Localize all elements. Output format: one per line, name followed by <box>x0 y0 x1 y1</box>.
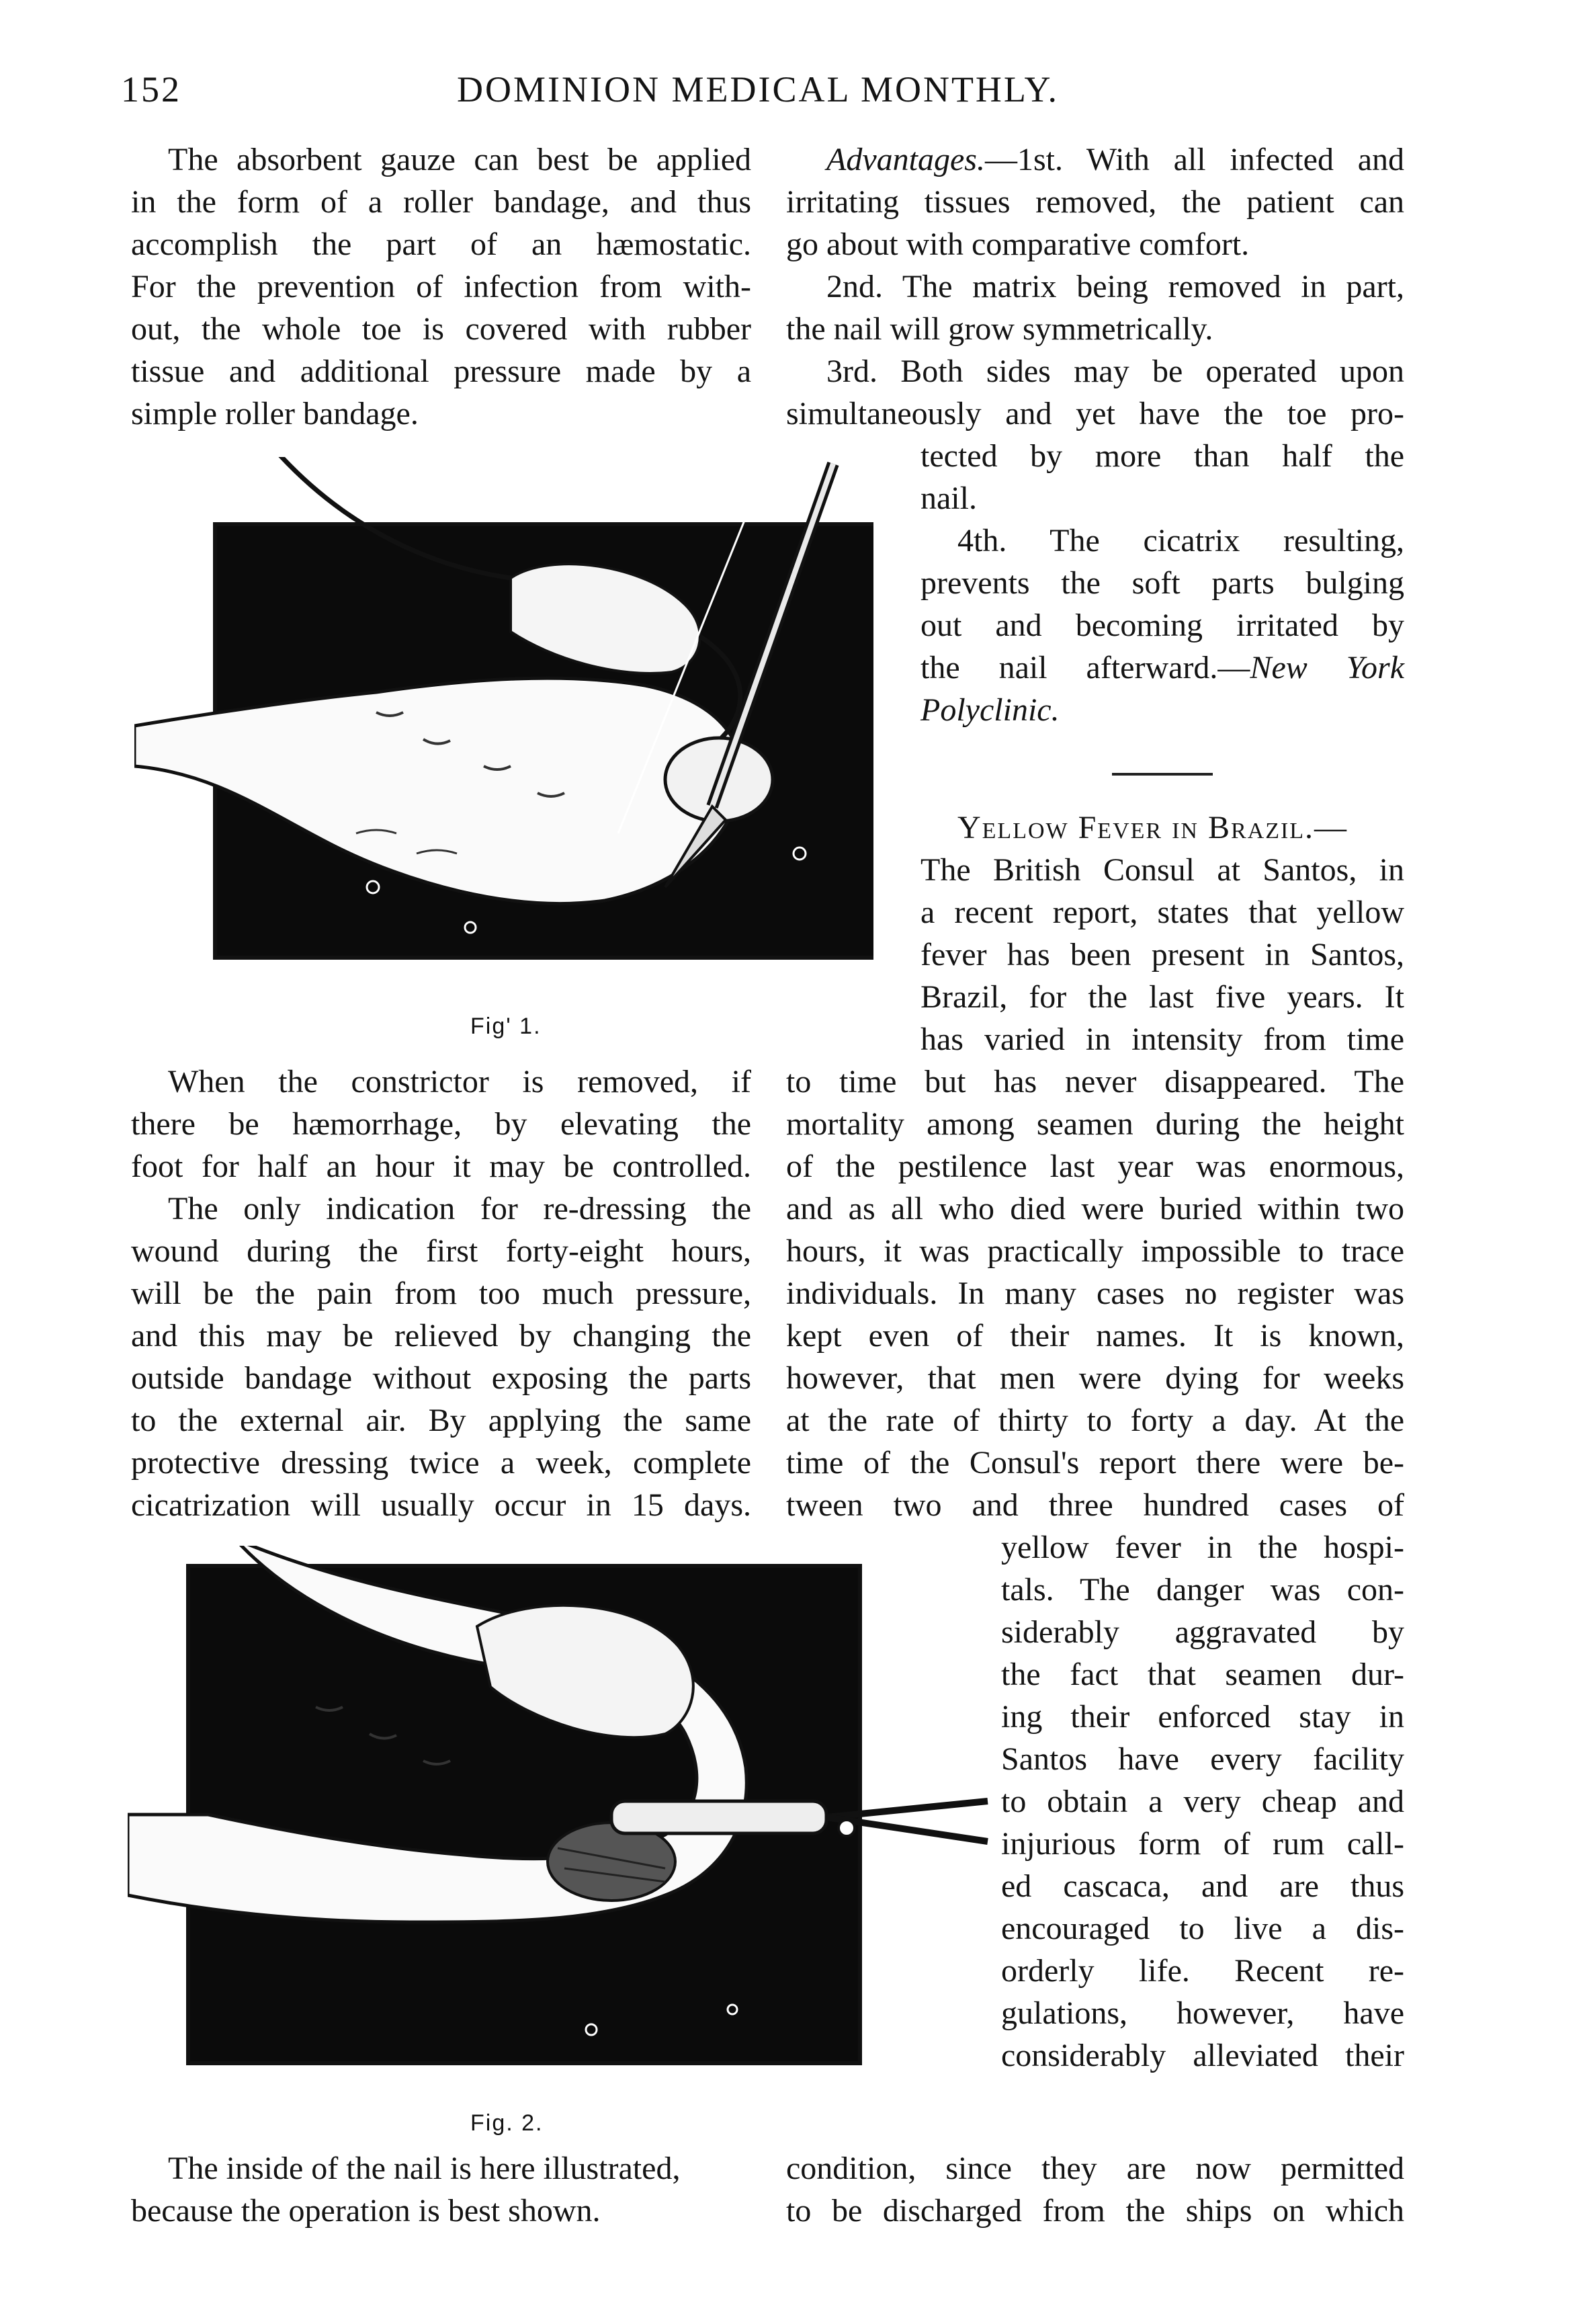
text-line: individuals. In many cases no register was <box>786 1276 1404 1311</box>
text-line: to be discharged from the ships on which <box>786 2193 1404 2229</box>
text-line: however, that men were dying for weeks <box>786 1360 1404 1396</box>
text-line: and as all who died were buried within two <box>786 1191 1404 1227</box>
text-line: considerably alleviated their <box>1001 2038 1404 2073</box>
text-line: of the pestilence last year was enormous, <box>786 1149 1404 1184</box>
text-line: to the external air. By applying the same <box>131 1403 751 1438</box>
text-line: When the constrictor is removed, if <box>168 1064 751 1099</box>
text-line: nail. <box>920 481 977 516</box>
text-line: the nail will grow symmetrically. <box>786 311 1213 347</box>
text-line: cicatrization will usually occur in 15 days. <box>131 1487 751 1523</box>
text-line <box>920 647 1404 689</box>
text-line: injurious form of rum call- <box>1001 1826 1404 1862</box>
text-line: protective dressing twice a week, complete <box>131 1445 751 1481</box>
text-line: fever has been present in Santos, <box>920 937 1404 972</box>
advantage-1-text: —1st. With all infected and <box>984 142 1404 177</box>
text-line: encouraged to live a dis- <box>1001 1911 1404 1946</box>
text-line: The inside of the nail is here illustrated, <box>168 2151 681 2186</box>
text-line: will be the pain from too much pressure, <box>131 1276 751 1311</box>
text-line: 2nd. The matrix being removed in part, <box>826 269 1404 304</box>
figure-1-illustration <box>134 457 873 968</box>
text-line: ing their enforced stay in <box>1001 1699 1404 1735</box>
text-line: outside bandage without exposing the parts <box>131 1360 751 1396</box>
figure-2-caption: Fig. 2. <box>470 2110 544 2136</box>
text-line: mortality among seamen during the height <box>786 1106 1404 1142</box>
text-line: a recent report, states that yellow <box>920 895 1404 930</box>
text-line: 3rd. Both sides may be operated upon <box>826 354 1404 389</box>
text-line: time of the Consul's report there were be- <box>786 1445 1404 1481</box>
text-line: 4th. The cicatrix resulting, <box>957 523 1404 558</box>
text-line: simple roller bandage. <box>131 396 419 431</box>
text-line: gulations, however, have <box>1001 1995 1404 2031</box>
text-line: to obtain a very cheap and <box>1001 1784 1404 1819</box>
text-line: has varied in intensity from time <box>920 1022 1404 1057</box>
text-line: the fact that seamen dur- <box>1001 1657 1404 1692</box>
text-line: out, the whole toe is covered with rubber <box>131 311 751 347</box>
text-line: because the operation is best shown. <box>131 2193 601 2229</box>
text-line: to time but has never disappeared. The <box>786 1064 1404 1099</box>
text-line: wound during the first forty-eight hours, <box>131 1233 751 1269</box>
source-citation-line: Polyclinic. <box>920 692 1060 728</box>
text-line: tected by more than half the <box>920 438 1404 474</box>
figure-1-caption: Fig' 1. <box>470 1013 542 1039</box>
running-title: DOMINION MEDICAL MONTHLY. <box>457 69 1060 110</box>
text-line: orderly life. Recent re- <box>1001 1953 1404 1989</box>
section-divider <box>1112 773 1213 776</box>
text-line: tissue and additional pressure made by a <box>131 354 751 389</box>
text-line: The only indication for re-dressing the <box>168 1191 751 1227</box>
text-line: siderably aggravated by <box>1001 1614 1404 1650</box>
text-line: there be hæmorrhage, by elevating the <box>131 1106 751 1142</box>
text-line: The British Consul at Santos, in <box>920 852 1404 888</box>
text-line: in the form of a roller bandage, and thus <box>131 184 751 220</box>
text-line: and this may be relieved by changing the <box>131 1318 751 1354</box>
text-line: tals. The danger was con- <box>1001 1572 1404 1608</box>
figure-2-illustration <box>128 1546 1001 2083</box>
text-line: Santos have every facility <box>1001 1741 1404 1777</box>
source-citation: New York <box>1250 650 1404 686</box>
text-line: The absorbent gauze can best be applied <box>168 142 751 177</box>
text-line: condition, since they are now permitted <box>786 2151 1404 2186</box>
text-line: ed cascaca, and are thus <box>1001 1868 1404 1904</box>
text-line: For the prevention of infection from with- <box>131 269 751 304</box>
text-line <box>826 138 1404 181</box>
advantage-4-tail: the nail afterward.— <box>920 650 1250 686</box>
advantages-heading: Advantages. <box>826 142 985 177</box>
text-line: kept even of their names. It is known, <box>786 1318 1404 1354</box>
text-line: go about with comparative comfort. <box>786 226 1250 262</box>
text-line: accomplish the part of an hæmostatic. <box>131 226 751 262</box>
text-line: hours, it was practically impossible to trace <box>786 1233 1404 1269</box>
page-number: 152 <box>121 69 181 110</box>
text-line: irritating tissues removed, the patient can <box>786 184 1404 220</box>
text-line: out and becoming irritated by <box>920 608 1404 643</box>
text-line: yellow fever in the hospi- <box>1001 1530 1404 1565</box>
text-line: tween two and three hundred cases of <box>786 1487 1404 1523</box>
text-line: at the rate of thirty to forty a day. At the <box>786 1403 1404 1438</box>
text-line: simultaneously and yet have the toe pro- <box>786 396 1404 431</box>
article-heading: Yellow Fever in Brazil.— <box>957 810 1348 845</box>
text-line: Brazil, for the last five years. It <box>920 979 1404 1015</box>
text-line: foot for half an hour it may be controlled. <box>131 1149 751 1184</box>
text-line: prevents the soft parts bulging <box>920 565 1404 601</box>
